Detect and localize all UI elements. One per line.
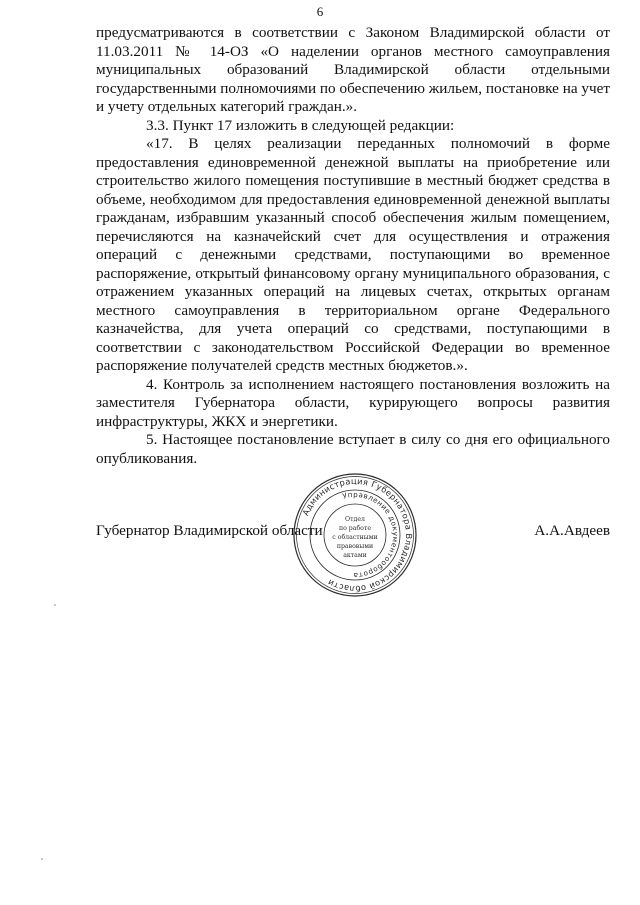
scan-speck	[54, 604, 56, 606]
signer-name: А.А.Авдеев	[534, 522, 610, 539]
page-number: 6	[316, 4, 324, 19]
paragraph-4: 4. Контроль за исполнением настоящего постановления возложить на заместителя Губернатора области, курирующего вопросы развития инфраструктуры, ЖКХ и энергетики.	[96, 375, 610, 430]
paragraph-continuation: предусматриваются в соответствии с Законом Владимирской области от 11.03.2011 № 14-ОЗ «О наделении органов местного самоуправления муниципальных образований Владимирской области отдельными государственными полномочиями по обеспечению жильем, постановке на учет и учету отдельных категорий граждан.».	[96, 24, 610, 115]
stamp-outer-text: Администрация Губернатора Владимирской области	[300, 475, 415, 595]
document-body	[96, 24, 610, 468]
paragraph-5: 5. Настоящее постановление вступает в силу со дня его официального опубликования.	[96, 431, 610, 467]
stamp-center-line: правовыми	[336, 543, 374, 550]
stamp-seal-graphic	[291, 471, 419, 599]
signer-position: Губернатор Владимирской области	[96, 522, 323, 539]
stamp-center-line: Отдел	[345, 516, 365, 523]
official-stamp	[291, 471, 419, 599]
paragraph-3-3: 3.3. Пункт 17 изложить в следующей редакции:	[146, 116, 455, 134]
scan-speck	[41, 858, 43, 860]
stamp-center-line: по работе	[338, 525, 372, 532]
stamp-center-line: актами	[343, 552, 367, 559]
paragraph-17: «17. В целях реализации переданных полномочий в форме предоставления единовременной денежной выплаты на приобретение или строительство жилого помещения поступившие в местный бюджет средства в объеме, необходимом для предоставления единовременной денежной выплаты гражданам, избравшим указанный способ обеспечения жилым помещением, перечисляются на казначейский счет для осуществления и отражения операций с денежными средствами, поступающими во временное распоряжение, открытый финансовому органу муниципального образования, с отражением указанных операций на лицевых счетах, открытых органам местного самоуправления в территориальном органе Федерального казначейства, для учета операций со средствами, поступающими в соответствии с законодательством Российской Федерации во временное распоряжение получателей средств местных бюджетов.».	[96, 135, 610, 374]
stamp-inner-text: Управление документооборота	[341, 489, 401, 581]
stamp-center-line: с областными	[332, 534, 378, 541]
